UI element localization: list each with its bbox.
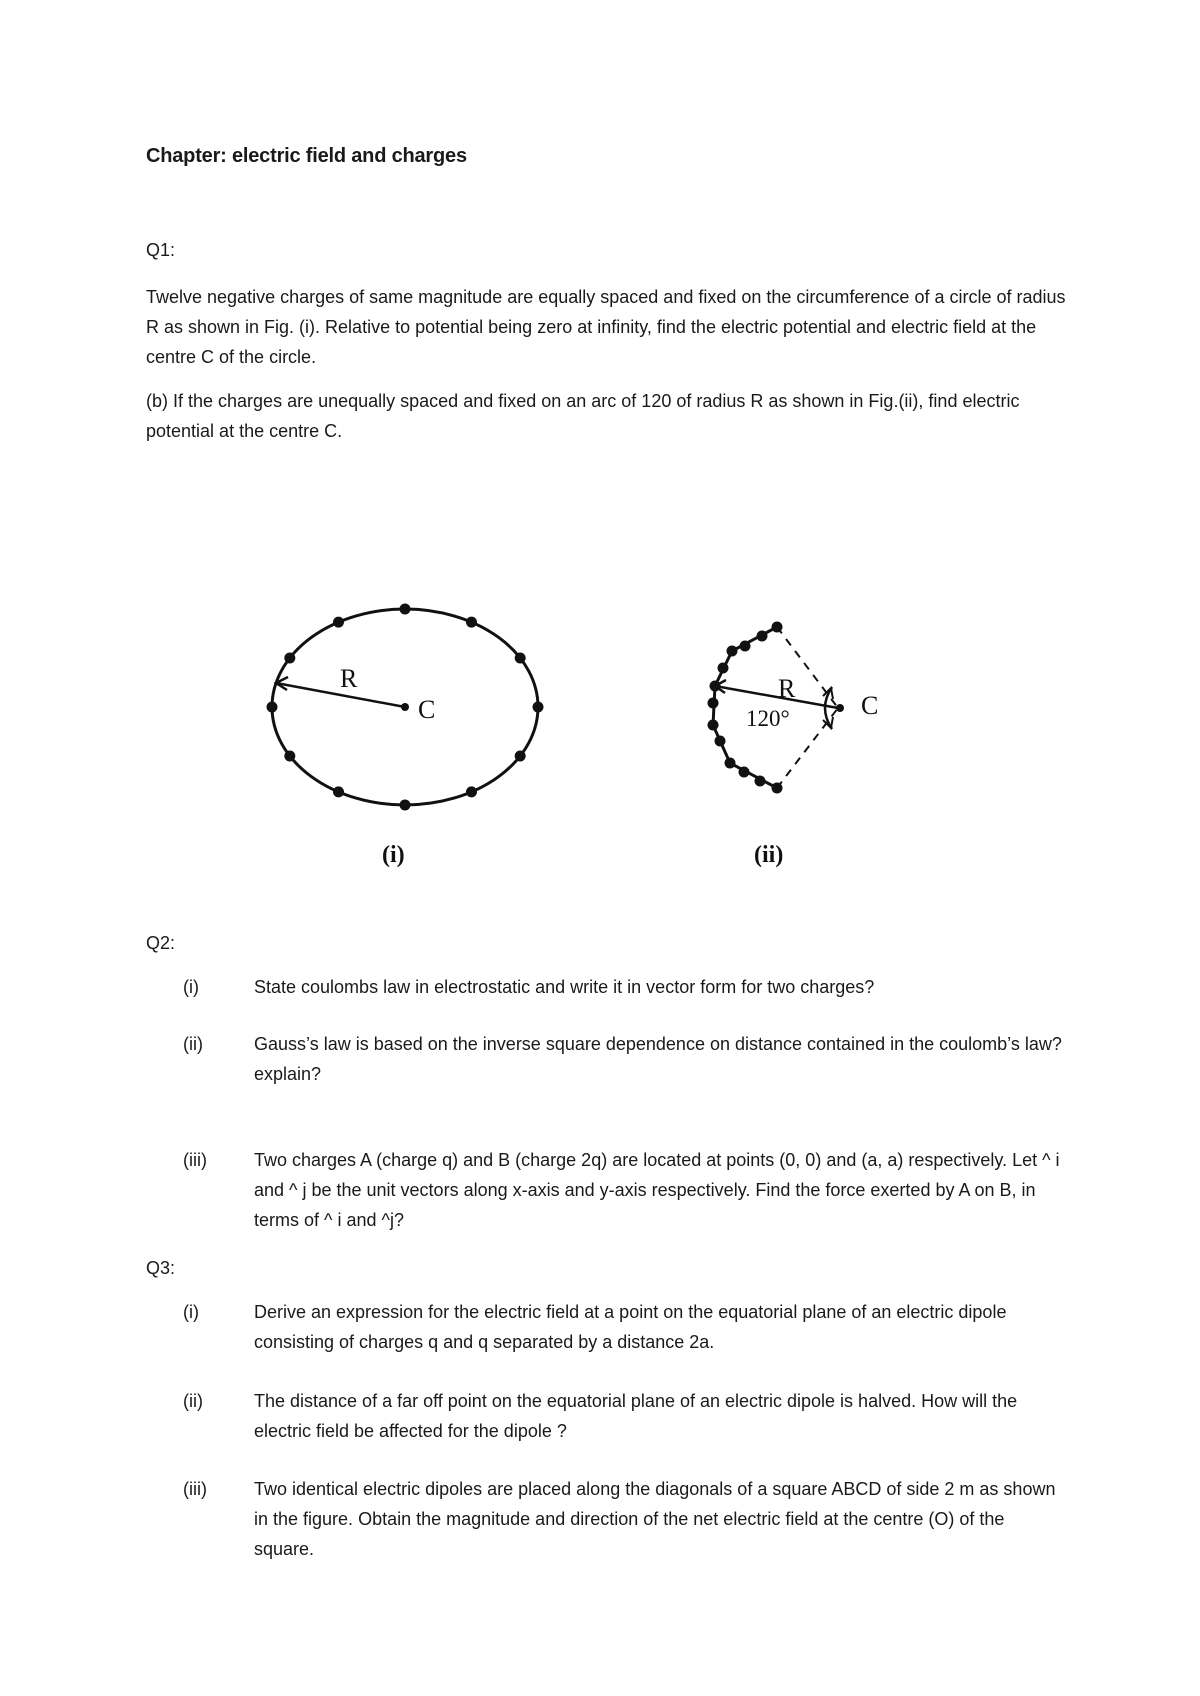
q3-item-text: The distance of a far off point on the equatorial plane of an electric dipole is halved. How will the electric field be affected for the dipole ?: [254, 1391, 1018, 1441]
q3-item-num: (iii): [183, 1479, 207, 1499]
arc-charge-dot: [715, 736, 726, 747]
center-label: C: [418, 695, 436, 724]
charge-dot: [284, 751, 295, 762]
center-label-ii: C: [861, 691, 879, 720]
charge-dot: [333, 786, 344, 797]
q3-label: Q3:: [146, 1258, 176, 1278]
q1-part-b-text: (b) If the charges are unequally spaced and fixed on an arc of 120 of radius R as shown in Fig.(ii), find electric potential at the centre C.: [146, 391, 1020, 441]
q2-item-num: (iii): [183, 1150, 207, 1170]
charge-dot: [284, 653, 295, 664]
charge-dot: [400, 604, 411, 615]
arc-charge-dot: [708, 720, 719, 731]
arc-charge-dot: [772, 622, 783, 633]
radius-label-ii: R: [778, 674, 796, 703]
charge-dot: [515, 751, 526, 762]
charge-dot: [466, 786, 477, 797]
figure-i-caption: (i): [382, 842, 405, 868]
angle-label: 120°: [746, 706, 790, 731]
figure-ii: [708, 622, 879, 869]
arc-charge-dot: [772, 783, 783, 794]
q3-item-num: (i): [183, 1302, 199, 1322]
arc-charge-dot: [757, 631, 768, 642]
arc-charge-dot: [755, 776, 766, 787]
figure-ii-caption: (ii): [754, 842, 784, 868]
arc-charge-dot: [739, 767, 750, 778]
q2-item-text: Gauss’s law is based on the inverse square dependence on distance contained in the coulomb’s law? explain?: [254, 1034, 1062, 1084]
center-point-ii: [836, 704, 844, 712]
center-point: [401, 703, 409, 711]
q3-item-text: Two identical electric dipoles are placed along the diagonals of a square ABCD of side 2 m as shown in the figure. Obtain the magnitude and direction of the net electric field at the centre (O) of the square.: [254, 1479, 1056, 1559]
q2-item-num: (i): [183, 977, 199, 997]
radius-label: R: [340, 664, 358, 693]
arc-charge-dot: [725, 758, 736, 769]
radius-line-ii: [715, 686, 838, 708]
arc-charge-dot: [718, 663, 729, 674]
arc-charge-dot: [708, 698, 719, 709]
q1-label: Q1:: [146, 240, 176, 260]
chapter-title: Chapter: electric field and charges: [146, 145, 467, 167]
figure-i: [267, 604, 544, 869]
q2-item-text: Two charges A (charge q) and B (charge 2q) are located at points (0, 0) and (a, a) respectively. Let ^ i and ^ j be the unit vectors along x-axis and y-axis respectively. Find the force exerted by A on B, in terms of ^ i and ^j?: [254, 1150, 1060, 1230]
arc-charge-dot: [727, 646, 738, 657]
charge-dot: [400, 800, 411, 811]
charge-dot: [466, 617, 477, 628]
q2-item-text: State coulombs law in electrostatic and write it in vector form for two charges?: [254, 977, 875, 997]
q2-item-num: (ii): [183, 1034, 203, 1054]
q1-text: Twelve negative charges of same magnitude are equally spaced and fixed on the circumference of a circle of radius R as shown in Fig. (i). Relative to potential being zero at infinity, find the electric potential and electric field at the centre C of the circle.: [146, 287, 1066, 367]
charge-dot: [267, 702, 278, 713]
q3-item-text: Derive an expression for the electric field at a point on the equatorial plane of an electric dipole consisting of charges q and q separated by a distance 2a.: [254, 1302, 1007, 1352]
charge-dot: [333, 617, 344, 628]
q2-label: Q2:: [146, 933, 176, 953]
q3-item-num: (ii): [183, 1391, 203, 1411]
charge-dot: [533, 702, 544, 713]
arc-charge-dot: [740, 641, 751, 652]
charge-dot: [515, 653, 526, 664]
